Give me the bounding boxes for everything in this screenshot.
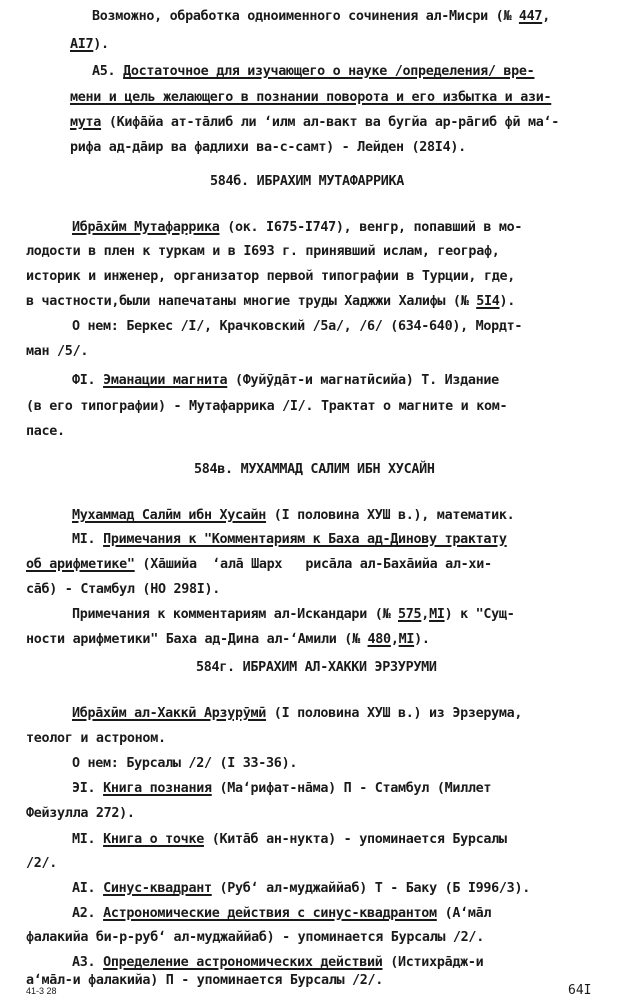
text-line: в частности,были напечатаны многие труды Хаджжи Халифы (№ 5I4). <box>26 294 516 309</box>
text-line: лодости в плен к туркам и в I693 г. принявший ислам, географ, <box>26 244 500 259</box>
text-line: аʻмāл-и фалакийа) П - упоминается Бурсалы /2/. <box>26 973 384 988</box>
text-line: фалакийа би-р-рубʻ ал-муджаййаб) - упоминается Бурсалы /2/. <box>26 930 484 945</box>
text-line: Мухаммад Салӣм ибн Хусайн (I половина ХУШ в.), математик. <box>72 508 515 523</box>
reference-link: МI <box>429 607 445 622</box>
text-line: ЭI. Книга познания (Маʻрифат-нāма) П - Стамбул (Миллет <box>72 781 492 796</box>
work-title: Примечания к "Комментариям к Баха ад-Динову трактату <box>103 532 507 547</box>
section-heading: 584г. ИБРАХИМ АЛ-ХАККИ ЭРЗУРУМИ <box>196 660 437 675</box>
text-line: об арифметике" (Хāшийа ʻалā Шарх рисāла ал-Бахāийа ал-хи- <box>26 557 492 572</box>
text-line: Примечания к комментариям ал-Искандари (№ 575,МI) к "Сущ- <box>72 607 515 622</box>
text-line: Ибрāхӣм Мутафаррика (ок. I675-I747), венгр, попавший в мо- <box>72 220 523 235</box>
text-line: рифа ад-дāир ва фадлихи ва-с-самт) - Лейден (28I4). <box>70 140 466 155</box>
author-name: Ибрāхӣм Мутафаррика <box>72 220 220 235</box>
text-line: МI. Книга о точке (Китāб ан-нукта) - упоминается Бурсалы <box>72 832 507 847</box>
reference-link: 575 <box>398 607 422 622</box>
text-line: A2. Астрономические действия с синус-квадрантом (Аʻмāл <box>72 906 492 921</box>
text-line: МI. Примечания к "Комментариям к Баха ад-Динову трактату <box>72 532 507 547</box>
section-heading: 584б. ИБРАХИМ МУТАФАРРИКА <box>210 174 405 189</box>
work-title: Книга о точке <box>103 832 204 847</box>
text-line: (в его типографии) - Мутафаррика /I/. Трактат о магните и ком- <box>26 399 508 414</box>
text-line: сāб) - Стамбул (НО 298I). <box>26 582 221 597</box>
work-title: Определение астрономических действий <box>103 955 383 970</box>
reference-link: 480 <box>367 632 391 647</box>
text-line: ности арифметики" Баха ад-Дина ал-ʻАмили (№ 480,МI). <box>26 632 430 647</box>
text-line <box>70 89 551 107</box>
text-line: AI. Синус-квадрант (Рубʻ ал-муджаййаб) Т - Баку (Б I996/3). <box>72 881 530 896</box>
work-title: мута <box>70 115 102 130</box>
work-title: Эманации магнита <box>103 373 228 388</box>
section-heading: 584в. МУХАММАД САЛИМ ИБН ХУСАЙН <box>194 462 435 477</box>
text-line: A3. Определение астрономических действий (Истихрāдж-и <box>72 955 484 970</box>
work-title: Астрономические действия с синус-квадрантом <box>103 906 437 921</box>
reference-link: AI7 <box>70 37 94 52</box>
work-title: об арифметике" <box>26 557 135 572</box>
text-line: историк и инженер, организатор первой типографии в Турции, где, <box>26 269 515 284</box>
work-title: мени и цель желающего в познании поворота и его избытка и ази- <box>70 90 552 105</box>
author-name: Мухаммад Салӣм ибн Хусайн <box>72 508 267 523</box>
text-line: /2/. <box>26 856 58 871</box>
text-line: О нем: Бурсалы /2/ (I 33-36). <box>72 756 298 771</box>
printer-signature: 41-3 28 <box>26 986 57 996</box>
reference-link: 447 <box>518 9 543 24</box>
text-line: пасе. <box>26 424 65 439</box>
author-name: Ибрāхӣм ал-Хаккӣ Арзурӯмӣ <box>72 706 267 721</box>
text-line: теолог и астроном. <box>26 731 166 746</box>
work-title: Синус-квадрант <box>103 881 212 896</box>
page-number: 64I <box>568 983 592 998</box>
text-line: О нем: Беркес /I/, Крачковский /5а/, /6/ (634-640), Мордт- <box>72 319 523 334</box>
work-title: Книга познания <box>103 781 212 796</box>
text-line: A5. Достаточное для изучающего о науке /определения/ вре- <box>92 64 535 79</box>
reference-link: МI <box>398 632 415 647</box>
text-line: Ибрāхӣм ал-Хаккӣ Арзурӯмӣ (I половина ХУШ в.) из Эрзерума, <box>72 706 523 721</box>
text-line: Возможно, обработка одноименного сочинения ал-Мисри (№ 447, <box>92 9 550 24</box>
work-title: Достаточное для изучающего о науке /определения/ вре- <box>123 64 535 79</box>
text-line: AI7). <box>70 37 109 52</box>
text-line: Фейзулла 272). <box>26 806 135 821</box>
text-line: ФI. Эманации магнита (Фуйӯдāт-и магнатӣсийа) Т. Издание <box>72 373 499 388</box>
text-line: мута (Кифāйа ат-тāлиб ли ʻилм ал-вакт ва бугйа ар-рāгиб фӣ маʻ- <box>70 115 560 130</box>
text-line: ман /5/. <box>26 344 89 359</box>
reference-link: 5I4 <box>476 294 500 309</box>
